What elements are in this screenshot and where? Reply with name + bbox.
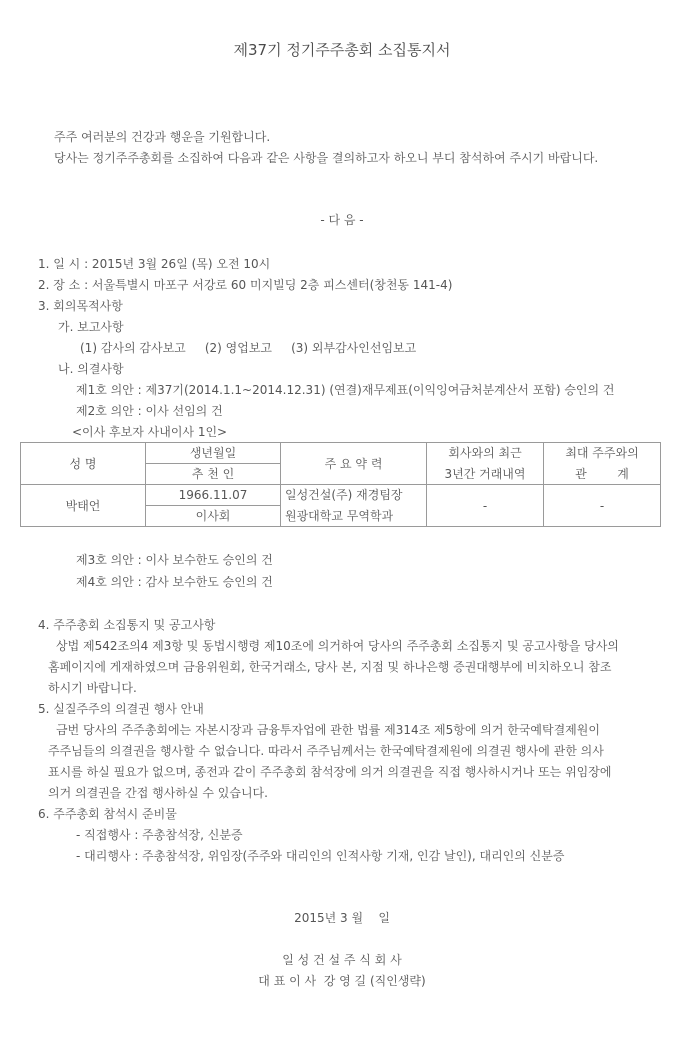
cell-career-line-2: 원광대학교 무역학과 xyxy=(285,509,394,523)
table-row xyxy=(21,485,661,506)
voting-line-1: 금번 당사의 주주총회에는 자본시장과 금융투자업에 관한 법률 제314조 제5항에 의거 한국예탁결제원이 xyxy=(56,723,600,737)
cell-name: 박태언 xyxy=(21,485,146,527)
cell-transactions: - xyxy=(427,485,544,527)
item-agenda: 3. 회의목적사항 xyxy=(38,299,123,313)
header-relation-line-2: 관 계 xyxy=(575,467,629,481)
greeting-line-1: 주주 여러분의 건강과 행운을 기원합니다. xyxy=(54,130,271,144)
header-birth: 생년월일 xyxy=(146,443,281,464)
footer-company: 일 성 건 설 주 식 회 사 xyxy=(282,953,402,967)
header-relation-line-1: 최대 주주와의 xyxy=(565,446,639,460)
footer-representative: 대 표 이 사 강 영 길 (직인생략) xyxy=(258,974,426,988)
header-career: 주 요 약 력 xyxy=(281,443,427,485)
header-transactions-line-2: 3년간 거래내역 xyxy=(444,467,526,481)
preparation-heading: 6. 주주총회 참석시 준비물 xyxy=(38,807,177,821)
preparation-direct: - 직접행사 : 주총참석장, 신분증 xyxy=(76,828,243,842)
notice-line-1: 상법 제542조의4 제3항 및 동법시행령 제10조에 의거하여 당사의 주주총회 소집통지 및 공고사항을 당사의 xyxy=(56,639,619,653)
header-transactions-line-1: 회사와의 최근 xyxy=(448,446,522,460)
cell-career-line-1: 일성건설(주) 재경팀장 xyxy=(285,488,403,502)
header-name: 성 명 xyxy=(21,443,146,485)
greeting-line-2: 당사는 정기주주총회를 소집하여 다음과 같은 사항을 결의하고자 하오니 부디 참석하여 주시기 바랍니다. xyxy=(54,151,599,165)
candidate-caption: <이사 후보자 사내이사 1인> xyxy=(72,425,228,439)
voting-line-3: 표시를 하실 필요가 없으며, 종전과 같이 주주총회 참석장에 의거 의결권을 직접 행사하시거나 또는 위임장에 xyxy=(48,765,612,779)
cell-birth: 1966.11.07 xyxy=(146,485,281,506)
resolution-2: 제2호 의안 : 이사 선임의 건 xyxy=(76,404,223,418)
notice-title: 제37기 정기주주총회 소집통지서 xyxy=(233,41,451,59)
resolution-heading: 나. 의결사항 xyxy=(58,362,124,376)
report-items: (1) 감사의 감사보고 (2) 영업보고 (3) 외부감사인선임보고 xyxy=(80,341,417,355)
voting-line-4: 의거 의결권을 간접 행사하실 수 있습니다. xyxy=(48,786,268,800)
table-header-row xyxy=(21,443,661,464)
header-transactions xyxy=(427,443,544,485)
cell-career xyxy=(281,485,427,527)
resolution-4: 제4호 의안 : 감사 보수한도 승인의 건 xyxy=(76,575,273,589)
notice-line-2: 홈페이지에 게재하였으며 금융위원회, 한국거래소, 당사 본, 지점 및 하나은행 증권대행부에 비치하오니 참조 xyxy=(48,660,612,674)
cell-recommender: 이사회 xyxy=(146,506,281,527)
notice-line-3: 하시기 바랍니다. xyxy=(48,681,137,695)
header-relation xyxy=(544,443,661,485)
cell-relation: - xyxy=(544,485,661,527)
notice-heading: 4. 주주총회 소집통지 및 공고사항 xyxy=(38,618,216,632)
resolution-1: 제1호 의안 : 제37기(2014.1.1~2014.12.31) (연결)재무제표(이익잉여금처분계산서 포함) 승인의 건 xyxy=(76,383,615,397)
voting-heading: 5. 실질주주의 의결권 행사 안내 xyxy=(38,702,204,716)
footer-date: 2015년 3 월 일 xyxy=(294,911,390,925)
separator: - 다 음 - xyxy=(320,213,364,227)
header-recommender: 추 천 인 xyxy=(146,464,281,485)
voting-line-2: 주주님들의 의결권을 행사할 수 없습니다. 따라서 주주님께서는 한국예탁결제원에 의결권 행사에 관한 의사 xyxy=(48,744,604,758)
resolution-3: 제3호 의안 : 이사 보수한도 승인의 건 xyxy=(76,553,273,567)
item-date: 1. 일 시 : 2015년 3월 26일 (목) 오전 10시 xyxy=(38,257,271,271)
preparation-proxy: - 대리행사 : 주총참석장, 위임장(주주와 대리인의 인적사항 기재, 인감 날인), 대리인의 신분증 xyxy=(76,849,565,863)
item-place: 2. 장 소 : 서울특별시 마포구 서강로 60 미지빌딩 2층 피스센터(창천동 141-4) xyxy=(38,278,453,292)
report-heading: 가. 보고사항 xyxy=(58,320,124,334)
candidate-table xyxy=(20,442,661,527)
